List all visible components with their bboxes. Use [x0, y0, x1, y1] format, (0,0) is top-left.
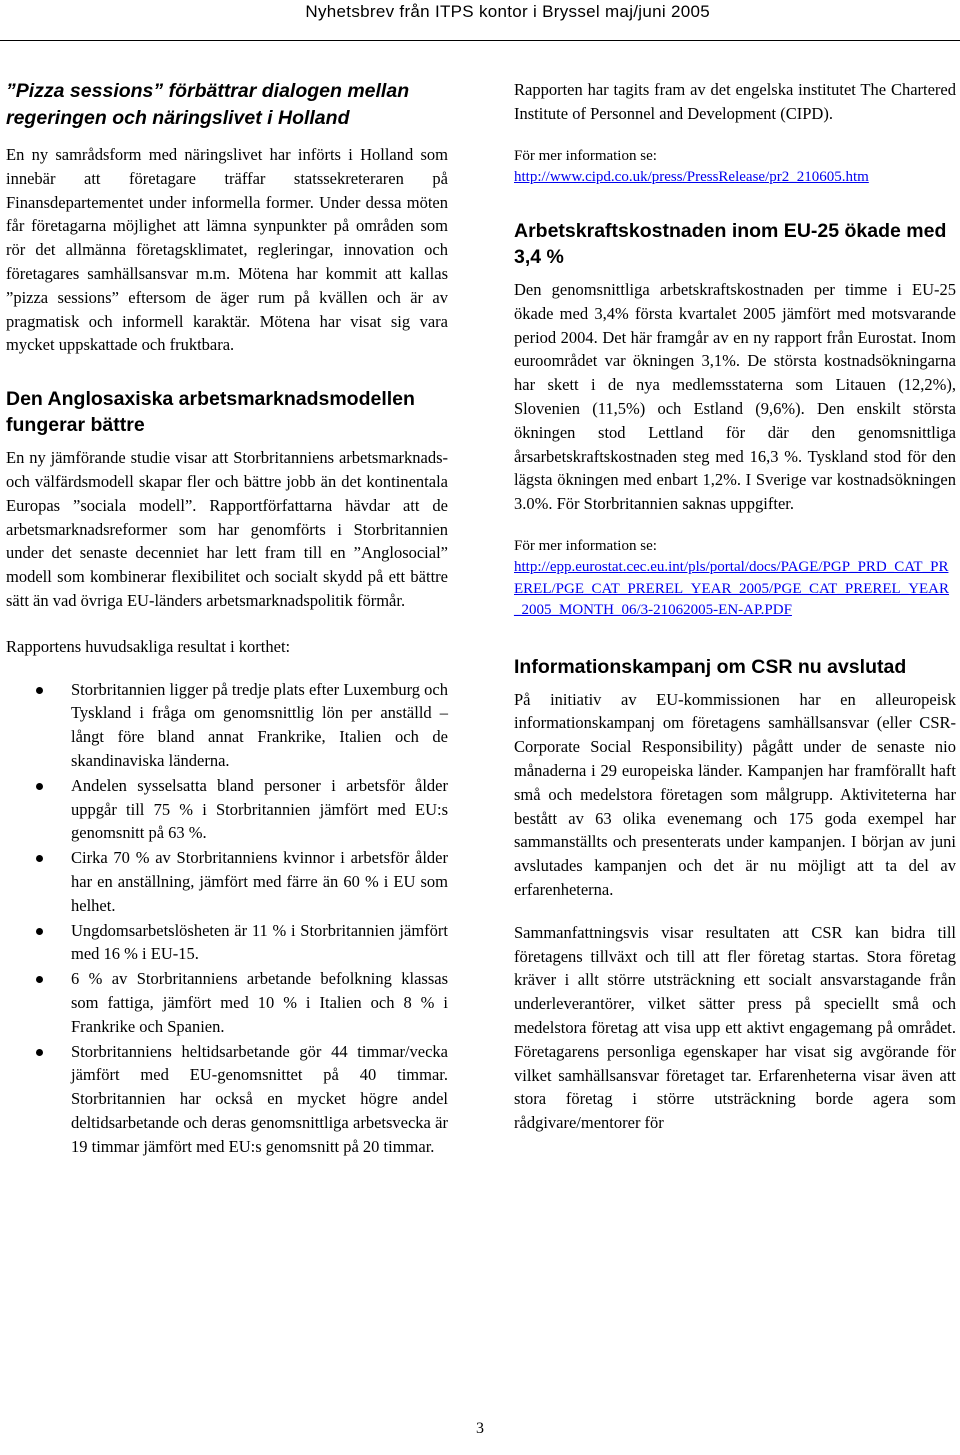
list-item-text: Cirka 70 % av Storbritanniens kvinnor i arbetsför ålder har en anställning, jämfört med färre än 60 % i EU som helhet.: [71, 848, 448, 915]
list-item: [6, 678, 448, 773]
article-body: Den genomsnittliga arbetskraftskostnaden per timme i EU-25 ökade med 3,4% första kvartalet 2005 jämfört med motsvarande period 2004. Det här framgår av en ny rapport från Eurostat. Inom euroområdet var ökningen 3,1%. De största kostnadsökningarna har skett i de nya medlemsstaterna som Litauen (12,2%), Slovenien (11,5%) och Estland (9,6%). Den enskilt största ökningen stod Lettland för där den genomsnittliga årsarbetskraftskostnaden steg med 16,3 %. Tyskland stod för den lägsta ökningen med enbart 1,2%. I Sverige var kostnadsökningen 3.0%. För Storbritannien saknas uppgifter.: [514, 280, 956, 514]
list-item-text: Ungdomsarbetslösheten är 11 % i Storbritannien jämfört med 16 % i EU-15.: [71, 920, 448, 964]
bullet-icon: [36, 928, 43, 935]
article-pizza-sessions: [6, 78, 448, 357]
article-body: En ny samrådsform med näringslivet har införts i Holland som innebär att företagare träffar statssekreteraren på Finansdepartementet under informella former. Under dessa möten får företagarna möjlighet att lämna synpunkter på områden som rör det allmänna företagsklimatet, regleringar, innovation och företagares samhällsansvar m.m. Mötena har kommit att kallas ”pizza sessions” eftersom de äger rum på kvällen och är av pragmatisk och informell karaktär. Mötena har visat sig vara mycket uppskattade och fruktbara.: [6, 145, 448, 355]
article-labour-cost: [514, 218, 956, 621]
article-title: Den Anglosaxiska arbetsmarknadsmodellen fungerar bättre: [6, 388, 415, 437]
right-column: [514, 78, 956, 1135]
results-list: [6, 678, 448, 1159]
list-item: [6, 846, 448, 917]
left-column: [6, 78, 448, 1159]
bullet-icon: [36, 1049, 43, 1056]
article-cipd-source: [514, 78, 956, 188]
bullet-icon: [36, 687, 43, 694]
article-title: Arbetskraftskostnaden inom EU-25 ökade med 3,4 %: [514, 220, 947, 269]
header-divider: [0, 40, 960, 41]
article-body: Sammanfattningsvis visar resultaten att CSR kan bidra till företagens tillväxt och till att fler företag startas. Stora företag kräver i allt större utsträckning ett socialt ansvarstagande från underleverantörer, vilket sätter press på speciellt små och medelstora företag att visa upp ett aktivt engagemang på området. Företagarens personliga egenskaper har visat sig avgörande för vilket samhällsansvar företaget tar. Erfarenheterna visar även att stora företag i större utsträckning borde agera som rådgivare/mentorer för: [514, 922, 956, 1133]
article-title: ”Pizza sessions” förbättrar dialogen mellan regeringen och näringslivet i Holland: [6, 80, 410, 129]
bullet-icon: [36, 976, 43, 983]
results-intro: Rapportens huvudsakliga resultat i korthet:: [6, 636, 291, 656]
running-header: Nyhetsbrev från ITPS kontor i Bryssel maj/juni 2005: [305, 2, 710, 21]
article-anglosaxon-model: [6, 386, 448, 1158]
article-body: Rapporten har tagits fram av det engelska institutet The Chartered Institute of Personnel and Development (CIPD).: [514, 80, 956, 123]
info-label: För mer information se:: [514, 538, 657, 555]
article-title: Informationskampanj om CSR nu avslutad: [514, 655, 907, 678]
list-item-text: Storbritannien ligger på tredje plats efter Luxemburg och Tyskland i fråga om genomsnittlig lön per anställd – långt före bland annat Frankrike, Italien och de skandinaviska länderna.: [71, 679, 448, 770]
list-item: [6, 1040, 448, 1159]
list-item: [6, 919, 448, 967]
info-label: För mer information se:: [514, 147, 657, 164]
eurostat-link[interactable]: http://epp.eurostat.cec.eu.int/pls/portal/docs/PAGE/PGP_PRD_CAT_PREREL/PGE_CAT_PREREL_YEAR_2005/PGE_CAT_PREREL_YEAR_2005_MONTH_06/3-21062005-EN-AP.PDF: [514, 559, 950, 619]
article-body: En ny jämförande studie visar att Storbritanniens arbetsmarknads- och välfärdsmodell skapar fler och bättre jobb än det kontinentala Europas ”sociala modell”. Rapportförfattarna hävdar att de arbetsmarknadsreformer som har genomförts i Storbritannien under det senaste decenniet har lett fram till en ”Anglosocial” modell som kombinerar flexibilitet och socialt skydd på ett bättre sätt än vad övriga EU-länders arbetsmarknadspolitik förmår.: [6, 448, 448, 610]
list-item-text: Andelen sysselsatta bland personer i arbetsför ålder uppgår till 75 % i Storbritannien jämfört med EU:s genomsnitt på 63 %.: [71, 775, 448, 843]
list-item: [6, 967, 448, 1038]
list-item-text: Storbritanniens heltidsarbetande gör 44 timmar/vecka jämfört med EU-genomsnittet på 40 timmar. Storbritannien har också en mycket högre andel deltidsarbetande och deras genomsnittliga arbetsvecka är 19 timmar jämfört med EU:s genomsnitt på 20 timmar.: [71, 1041, 448, 1156]
list-item: [6, 774, 448, 845]
article-csr-campaign: [514, 654, 956, 1135]
bullet-icon: [36, 783, 43, 790]
page-number: 3: [476, 1420, 484, 1437]
list-item-text: 6 % av Storbritanniens arbetande befolkning klassas som fattiga, jämfört med 10 % i Italien och 8 % i Frankrike och Spanien.: [71, 969, 448, 1036]
cipd-link[interactable]: http://www.cipd.co.uk/press/PressRelease/pr2_210605.htm: [514, 168, 869, 185]
bullet-icon: [36, 855, 43, 862]
article-body: På initiativ av EU-kommissionen har en alleuropeisk informationskampanj om företagens samhällsansvar (eller CSR- Corporate Social Responsibility) pågått under de senaste nio månaderna i 29 europeiska länder. Kampanjen har framförallt haft små och medelstora företagen som målgrupp. Aktiviteterna har bestått av 63 olika evenemang och 175 goda exempel har sammanställts och presenterats under kampanjen. I början av juni avslutades kampanjen och det är nu möjligt att ta del av erfarenheterna.: [514, 689, 956, 899]
